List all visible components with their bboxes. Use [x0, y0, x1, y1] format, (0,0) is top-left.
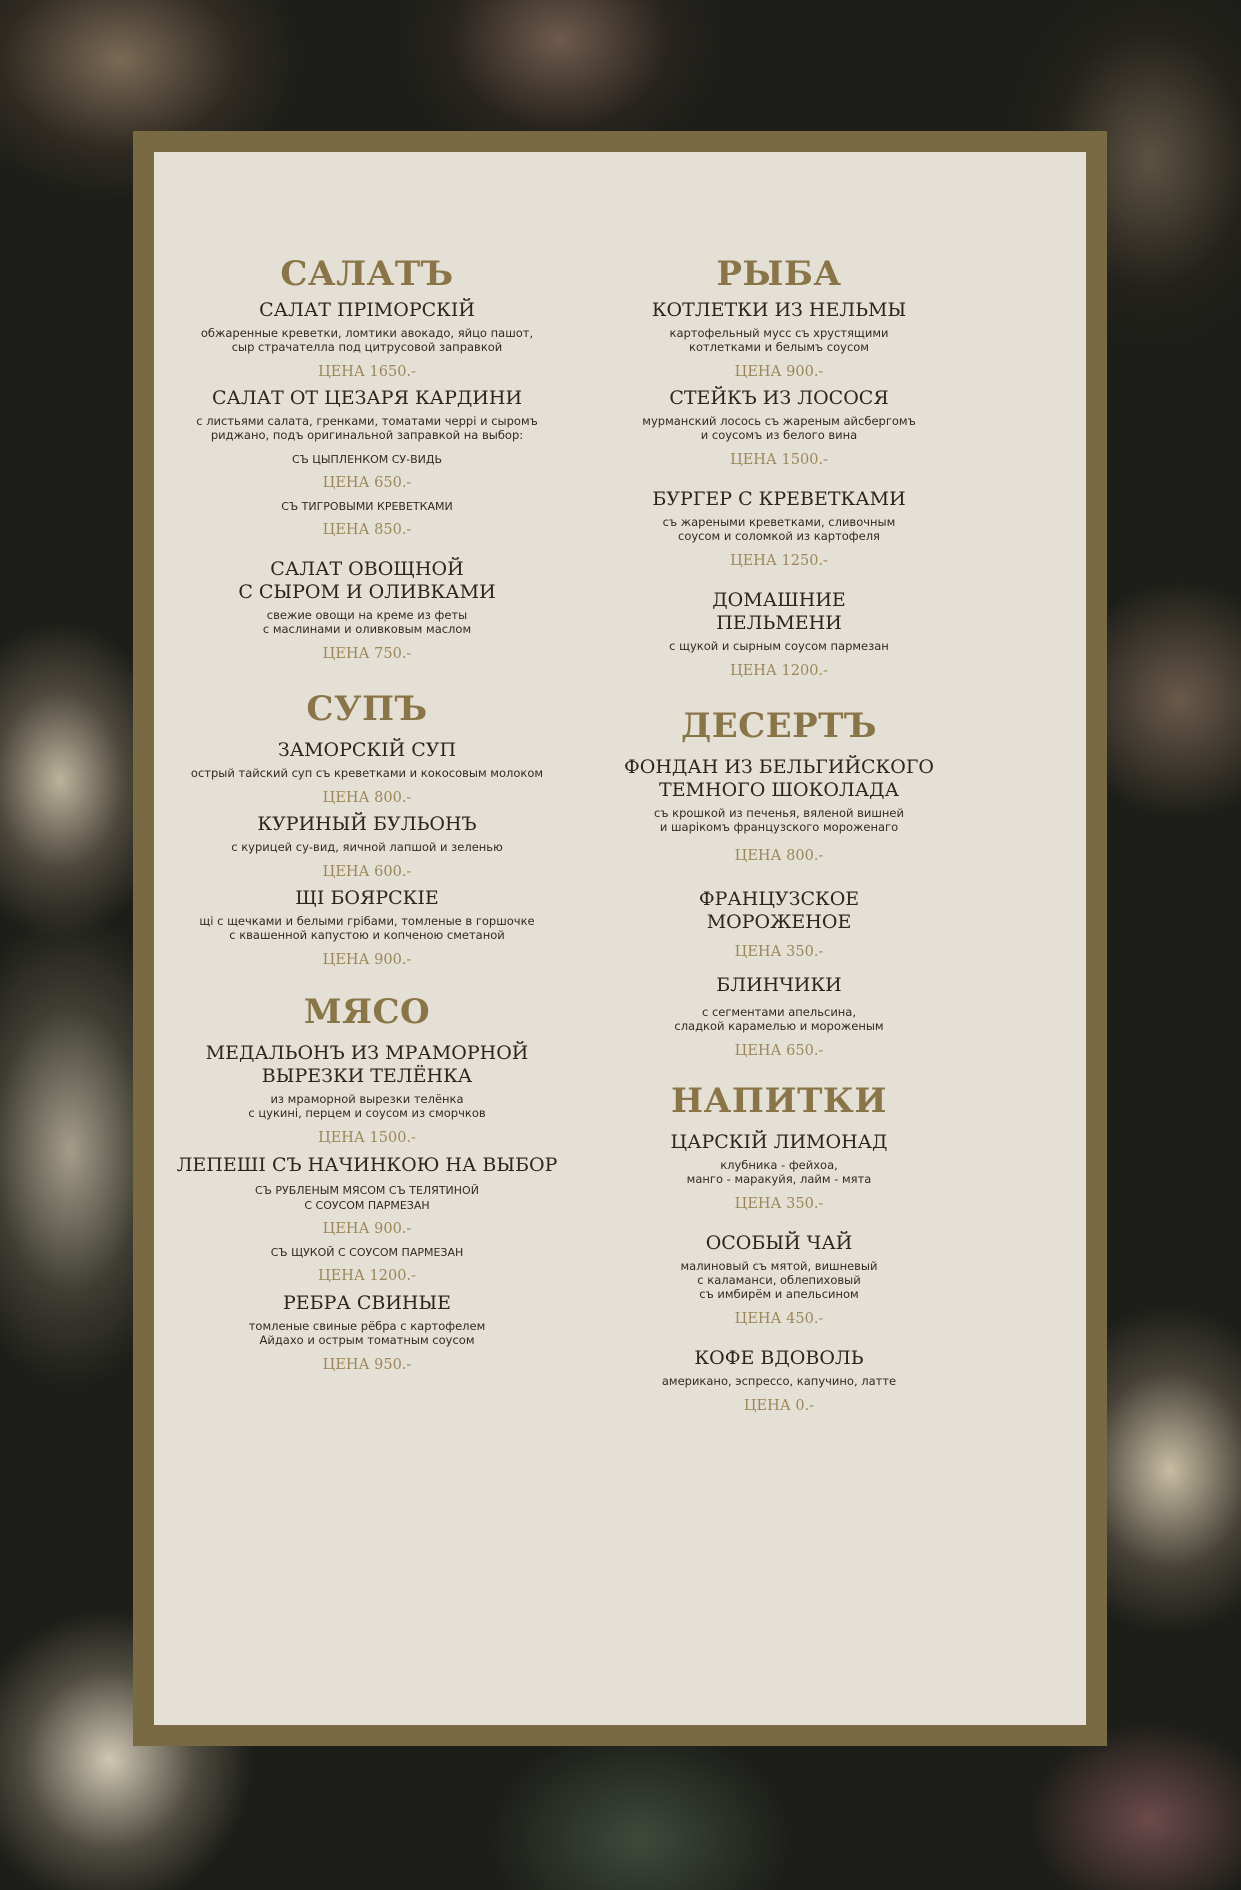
item-name: МЕДАЛЬОНЪ ИЗ МРАМОРНОЙ ВЫРЕЗКИ ТЕЛЁНКА [205, 1042, 529, 1087]
section-title-salads: САЛАТЪ [280, 254, 454, 294]
item-price: ЦЕНА 900.- [322, 1221, 412, 1237]
menu-item [167, 299, 567, 382]
item-name: СТЕЙКЪ ИЗ ЛОСОСЯ [669, 387, 889, 409]
left-column [167, 254, 567, 1375]
item-description: с листьями салата, гренками, томатами черрі и сыромъ риджано, подъ оригинальной заправкой на выбор: [196, 414, 538, 442]
item-price: ЦЕНА 800.- [322, 790, 412, 806]
item-price: ЦЕНА 350.- [734, 944, 824, 960]
item-price: ЦЕНА 650.- [322, 475, 412, 491]
menu-item [579, 299, 979, 382]
menu-item [579, 756, 979, 866]
item-name: ЦАРСКІЙ ЛИМОНАД [670, 1131, 888, 1153]
item-description: картофельный мусс съ хрустящими котлетками и белымъ соусом [669, 326, 889, 354]
menu-sheet [154, 152, 1086, 1725]
item-name: БЛИНЧИКИ [716, 974, 842, 996]
menu-item [579, 974, 979, 1061]
item-name: ФОНДАН ИЗ БЕЛЬГИЙСКОГО ТЕМНОГО ШОКОЛАДА [624, 756, 934, 801]
item-name: КУРИНЫЙ БУЛЬОНЪ [257, 813, 477, 835]
item-description: свежие овощи на креме из феты с маслинами и оливковым маслом [262, 608, 472, 636]
item-description: с курицей су-вид, яичной лапшой и зеленью [231, 840, 503, 854]
menu-item [167, 813, 567, 882]
menu-item [167, 387, 567, 540]
menu-item [579, 1131, 979, 1214]
item-price: ЦЕНА 1200.- [318, 1268, 416, 1284]
item-price: ЦЕНА 900.- [322, 952, 412, 968]
menu-item [579, 1232, 979, 1329]
section-title-meat: МЯСО [303, 992, 431, 1032]
item-name: ЛЕПЕШІ СЪ НАЧИНКОЮ НА ВЫБОР [176, 1154, 558, 1176]
menu-item [167, 1154, 567, 1286]
item-description: мурманский лосось съ жареным айсбергомъ и соусомъ из белого вина [642, 414, 916, 442]
item-name: ФРАНЦУЗСКОЕ МОРОЖЕНОЕ [698, 888, 860, 933]
item-description: американо, эспрессо, капучино, латте [661, 1374, 897, 1388]
item-price: ЦЕНА 650.- [734, 1043, 824, 1059]
item-option: СЪ ТИГРОВЫМИ КРЕВЕТКАМИ [281, 500, 453, 513]
item-name: ЩІ БОЯРСКІЕ [295, 887, 439, 909]
menu-item [579, 888, 979, 962]
item-price: ЦЕНА 1500.- [730, 452, 828, 468]
item-name: САЛАТ ОВОЩНОЙ С СЫРОМ И ОЛИВКАМИ [238, 558, 496, 603]
item-name: КОФЕ ВДОВОЛЬ [694, 1347, 864, 1369]
menu-item [167, 887, 567, 970]
menu-item [167, 558, 567, 664]
item-option: СЪ ЦЫПЛЕНКОМ СУ-ВИДЬ [291, 453, 443, 466]
item-description: клубника - фейхоа, манго - маракуйя, лайм - мята [686, 1158, 872, 1186]
item-description: съ жареными креветками, сливочным соусом и соломкой из картофеля [662, 515, 896, 543]
item-price: ЦЕНА 950.- [322, 1357, 412, 1373]
item-description: с сегментами апельсина, сладкой карамелью и мороженым [674, 1005, 884, 1033]
menu-item [579, 589, 979, 681]
item-price: ЦЕНА 1250.- [730, 553, 828, 569]
item-name: РЕБРА СВИНЫЕ [282, 1292, 452, 1314]
item-name: САЛАТ ОТ ЦЕЗАРЯ КАРДИНИ [211, 387, 523, 409]
menu-item [167, 1292, 567, 1375]
section-title-fish: РЫБА [716, 254, 842, 294]
menu-item [167, 1042, 567, 1148]
item-description: щі с щечками и белыми грібами, томленые в горшочке с квашенной капустою и копченою сметаной [199, 914, 535, 942]
section-title-drinks: НАПИТКИ [671, 1081, 887, 1121]
menu-item [579, 488, 979, 571]
item-description: малиновый съ мятой, вишневый с каламанси, облепиховый съ имбирём и апельсином [680, 1259, 878, 1301]
right-column [579, 254, 979, 1416]
item-description: с щукой и сырным соусом пармезан [669, 639, 889, 653]
item-name: ЗАМОРСКІЙ СУП [277, 739, 457, 761]
section-title-desserts: ДЕСЕРТЪ [680, 706, 877, 746]
item-price: ЦЕНА 450.- [734, 1311, 824, 1327]
section-title-soups: СУПЪ [306, 689, 428, 729]
item-description: томленые свиные рёбра с картофелем Айдахо и острым томатным соусом [248, 1319, 486, 1347]
item-price: ЦЕНА 1500.- [318, 1130, 416, 1146]
menu-item [579, 387, 979, 470]
item-price: ЦЕНА 850.- [322, 522, 412, 538]
item-price: ЦЕНА 800.- [734, 848, 824, 864]
item-name: ДОМАШНИЕ ПЕЛЬМЕНИ [712, 589, 846, 634]
item-price: ЦЕНА 0.- [743, 1398, 815, 1414]
item-name: КОТЛЕТКИ ИЗ НЕЛЬМЫ [651, 299, 907, 321]
menu-item [579, 1347, 979, 1416]
item-option: СЪ РУБЛЕНЫМ МЯСОМ СЪ ТЕЛЯТИНОЙ С СОУСОМ ПАРМЕЗАН [255, 1184, 479, 1212]
item-description: острый тайский суп съ креветками и кокосовым молоком [190, 766, 544, 780]
item-price: ЦЕНА 900.- [734, 364, 824, 380]
item-description: из мраморной вырезки телёнка с цукині, перцем и соусом из сморчков [248, 1092, 486, 1120]
item-name: ОСОБЫЙ ЧАЙ [705, 1232, 853, 1254]
item-name: САЛАТ ПРІМОРСКІЙ [259, 299, 475, 321]
item-price: ЦЕНА 1200.- [730, 663, 828, 679]
item-price: ЦЕНА 350.- [734, 1196, 824, 1212]
item-name: БУРГЕР С КРЕВЕТКАМИ [652, 488, 906, 510]
item-price: ЦЕНА 600.- [322, 864, 412, 880]
menu-item [167, 739, 567, 808]
item-price: ЦЕНА 750.- [322, 646, 412, 662]
item-description: съ крошкой из печенья, вяленой вишней и шарікомъ французского мороженаго [654, 806, 904, 834]
item-description: обжаренные креветки, ломтики авокадо, яйцо пашот, сыр страчателла под цитрусовой заправкой [200, 326, 534, 354]
item-price: ЦЕНА 1650.- [318, 364, 416, 380]
item-option: СЪ ЩУКОЙ С СОУСОМ ПАРМЕЗАН [270, 1246, 464, 1259]
